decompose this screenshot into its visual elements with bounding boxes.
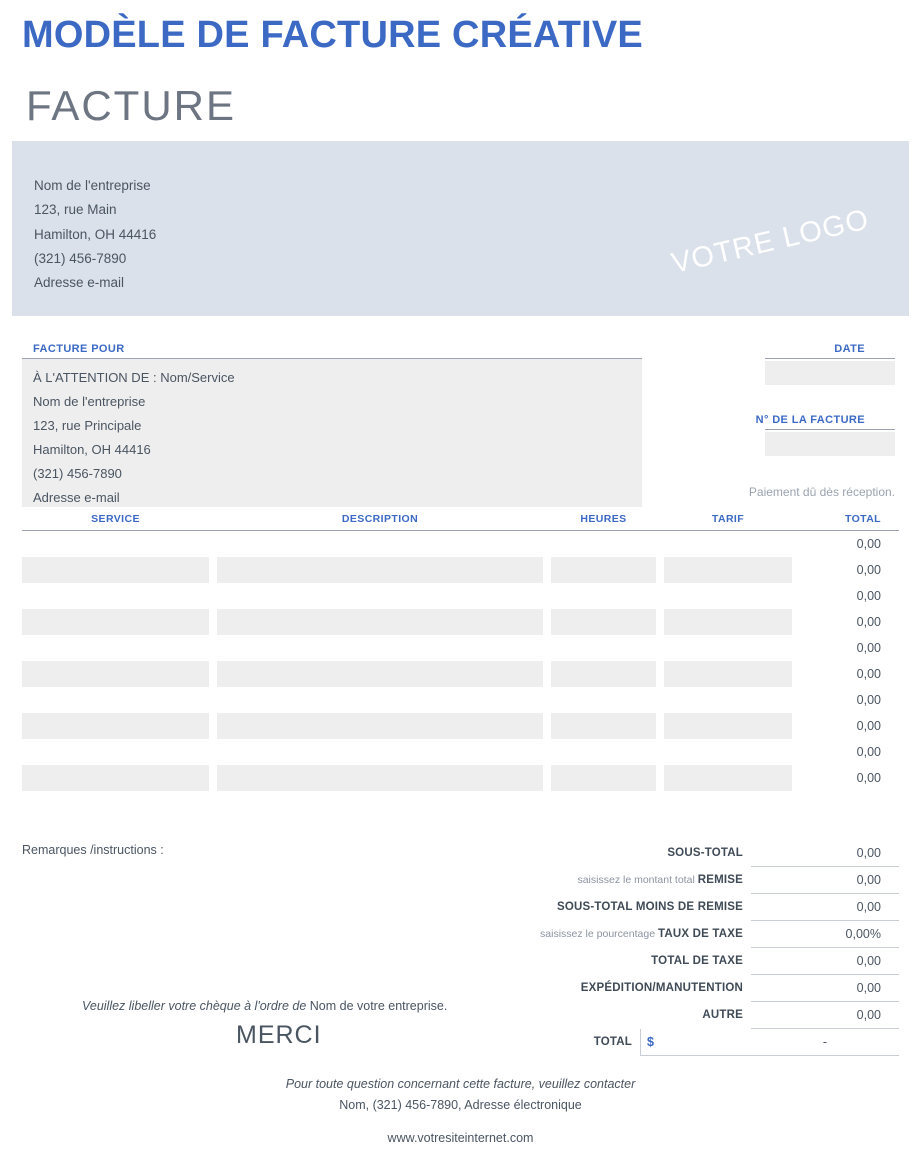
totals-label-text: AUTRE (702, 1009, 743, 1021)
col-rate: TARIF (664, 513, 792, 531)
totals-label (530, 894, 751, 921)
logo-placeholder: VOTRE LOGO (668, 203, 873, 280)
table-row (22, 609, 899, 635)
table-row (22, 765, 899, 791)
page-title: MODÈLE DE FACTURE CRÉATIVE (22, 14, 643, 56)
cell-description[interactable] (217, 583, 543, 609)
cell-sep (656, 713, 664, 739)
line-items-table (22, 513, 899, 791)
payment-due-note: Paiement dû dès réception. (748, 485, 895, 499)
totals-row (530, 921, 899, 948)
totals-label-text: TAUX DE TAXE (657, 928, 743, 940)
cell-total: 0,00 (792, 609, 899, 635)
cell-sep (209, 557, 217, 583)
bill-to-street: 123, rue Principale (33, 418, 142, 433)
cell-service[interactable] (22, 739, 209, 765)
totals-row (530, 894, 899, 921)
line-items-body (22, 531, 899, 792)
totals-row (530, 867, 899, 894)
cell-total: 0,00 (792, 635, 899, 661)
cell-sep (656, 531, 664, 558)
cell-total: 0,00 (792, 531, 899, 558)
totals-value[interactable]: 0,00 (751, 1002, 899, 1029)
cell-service[interactable] (22, 531, 209, 558)
cell-hours[interactable] (551, 531, 656, 558)
cell-total: 0,00 (792, 713, 899, 739)
footer-contact: Nom, (321) 456-7890, Adresse électronique (339, 1098, 582, 1112)
cell-sep (543, 739, 551, 765)
cell-hours[interactable] (551, 609, 656, 635)
totals-value[interactable]: 0,00 (751, 948, 899, 975)
footer-website[interactable]: www.votresiteinternet.com (387, 1131, 534, 1145)
cell-total: 0,00 (792, 583, 899, 609)
totals-label-text: TOTAL DE TAXE (651, 955, 743, 967)
col-total: TOTAL (792, 513, 899, 531)
totals-value[interactable]: 0,00% (751, 921, 899, 948)
col-service: SERVICE (22, 513, 209, 531)
totals-label (530, 867, 751, 894)
cell-service[interactable] (22, 609, 209, 635)
cell-hours[interactable] (551, 661, 656, 687)
col-sep-2 (543, 513, 551, 531)
cell-hours[interactable] (551, 635, 656, 661)
cell-description[interactable] (217, 635, 543, 661)
cell-sep (209, 713, 217, 739)
invoice-number-label: N° DE LA FACTURE (755, 414, 865, 426)
cell-rate[interactable] (664, 557, 792, 583)
company-phone: (321) 456-7890 (34, 250, 127, 266)
cell-sep (656, 635, 664, 661)
cell-sep (209, 661, 217, 687)
cell-service[interactable] (22, 661, 209, 687)
totals-label (530, 1002, 751, 1029)
table-row (22, 713, 899, 739)
cell-hours[interactable] (551, 687, 656, 713)
cell-description[interactable] (217, 687, 543, 713)
cell-sep (209, 739, 217, 765)
cell-service[interactable] (22, 687, 209, 713)
cell-sep (209, 687, 217, 713)
totals-label (530, 840, 751, 867)
footer-block (0, 1074, 921, 1149)
check-payee: Nom de votre entreprise. (309, 999, 448, 1013)
table-header-row (22, 513, 899, 531)
bill-to-label: FACTURE POUR (33, 343, 125, 355)
check-payee-line (82, 999, 447, 1013)
cell-total: 0,00 (792, 557, 899, 583)
date-input[interactable] (765, 361, 895, 385)
table-row (22, 739, 899, 765)
totals-label (530, 948, 751, 975)
company-email: Adresse e-mail (34, 275, 125, 291)
cell-sep (656, 609, 664, 635)
invoice-heading: FACTURE (26, 82, 237, 129)
cell-sep (543, 635, 551, 661)
cell-hours[interactable] (551, 713, 656, 739)
bill-to-address-block (33, 366, 235, 510)
cell-sep (543, 713, 551, 739)
cell-sep (656, 765, 664, 791)
cell-sep (656, 661, 664, 687)
check-prefix: Veuillez libeller votre chèque à l'ordre de (82, 999, 307, 1013)
cell-sep (543, 531, 551, 558)
cell-description[interactable] (217, 765, 543, 791)
cell-service[interactable] (22, 557, 209, 583)
grand-total-value: - (751, 1029, 899, 1056)
remarks-label: Remarques /instructions : (22, 843, 164, 857)
totals-value[interactable]: 0,00 (751, 867, 899, 894)
bill-to-phone: (321) 456-7890 (33, 466, 122, 481)
table-row (22, 557, 899, 583)
bill-to-attention: À L'ATTENTION DE : Nom/Service (33, 370, 235, 385)
cell-sep (656, 557, 664, 583)
cell-sep (543, 765, 551, 791)
invoice-number-rule (765, 429, 895, 430)
totals-value[interactable]: 0,00 (751, 975, 899, 1002)
cell-description[interactable] (217, 713, 543, 739)
cell-sep (543, 609, 551, 635)
cell-hours[interactable] (551, 583, 656, 609)
cell-hours[interactable] (551, 557, 656, 583)
table-row (22, 583, 899, 609)
bill-to-name: Nom de l'entreprise (33, 394, 146, 409)
cell-description[interactable] (217, 739, 543, 765)
cell-service[interactable] (22, 583, 209, 609)
cell-description[interactable] (217, 557, 543, 583)
cell-rate[interactable] (664, 583, 792, 609)
cell-sep (543, 583, 551, 609)
cell-rate[interactable] (664, 635, 792, 661)
totals-hint: saisissez le montant total (577, 874, 698, 886)
col-sep-1 (209, 513, 217, 531)
cell-sep (543, 557, 551, 583)
totals-label-text: REMISE (697, 874, 743, 886)
totals-label (530, 975, 751, 1002)
totals-value[interactable]: 0,00 (751, 894, 899, 921)
bill-to-email: Adresse e-mail (33, 490, 120, 505)
cell-rate[interactable] (664, 765, 792, 791)
date-rule (765, 358, 895, 359)
totals-row (530, 948, 899, 975)
company-band (12, 141, 909, 316)
cell-sep (209, 765, 217, 791)
cell-description[interactable] (217, 661, 543, 687)
cell-service[interactable] (22, 635, 209, 661)
cell-total: 0,00 (792, 687, 899, 713)
cell-sep (656, 583, 664, 609)
cell-service[interactable] (22, 765, 209, 791)
cell-service[interactable] (22, 713, 209, 739)
cell-hours[interactable] (551, 765, 656, 791)
cell-sep (209, 531, 217, 558)
cell-total: 0,00 (792, 765, 899, 791)
company-address-block (34, 174, 156, 295)
cell-rate[interactable] (664, 609, 792, 635)
cell-rate[interactable] (664, 661, 792, 687)
cell-rate[interactable] (664, 713, 792, 739)
table-row (22, 687, 899, 713)
table-row (22, 661, 899, 687)
table-row (22, 531, 899, 558)
grand-total-label: TOTAL (593, 1036, 632, 1048)
totals-table (530, 840, 899, 1056)
cell-sep (656, 739, 664, 765)
cell-sep (209, 635, 217, 661)
cell-total: 0,00 (792, 661, 899, 687)
totals-row (530, 975, 899, 1002)
bill-to-city: Hamilton, OH 44416 (33, 442, 151, 457)
footer-question: Pour toute question concernant cette facture, veuillez contacter (285, 1077, 636, 1091)
table-row (22, 635, 899, 661)
cell-sep (656, 687, 664, 713)
totals-value[interactable]: 0,00 (751, 840, 899, 867)
col-description: DESCRIPTION (217, 513, 543, 531)
col-hours: HEURES (551, 513, 656, 531)
totals-row (530, 840, 899, 867)
date-label: DATE (834, 343, 865, 355)
totals-body (530, 840, 899, 1056)
cell-total: 0,00 (792, 739, 899, 765)
cell-description[interactable] (217, 531, 543, 558)
company-city: Hamilton, OH 44416 (34, 226, 157, 242)
totals-hint: saisissez le pourcentage (540, 928, 658, 940)
totals-label (530, 921, 751, 948)
company-street: 123, rue Main (34, 202, 117, 218)
thanks-text: MERCI (236, 1021, 322, 1049)
cell-sep (543, 661, 551, 687)
grand-total-currency: $ (641, 1029, 752, 1056)
totals-row (530, 1002, 899, 1029)
cell-sep (543, 687, 551, 713)
cell-description[interactable] (217, 609, 543, 635)
invoice-number-input[interactable] (765, 432, 895, 456)
cell-rate[interactable] (664, 531, 792, 558)
cell-hours[interactable] (551, 739, 656, 765)
totals-label-text: SOUS-TOTAL (667, 847, 743, 860)
totals-label-text: SOUS-TOTAL MOINS DE REMISE (556, 901, 743, 913)
cell-rate[interactable] (664, 739, 792, 765)
cell-sep (209, 609, 217, 635)
col-sep-3 (656, 513, 664, 531)
cell-rate[interactable] (664, 687, 792, 713)
cell-sep (209, 583, 217, 609)
totals-label-text: EXPÉDITION/MANUTENTION (580, 982, 743, 994)
company-name: Nom de l'entreprise (34, 178, 151, 193)
grand-total-row (530, 1029, 899, 1056)
